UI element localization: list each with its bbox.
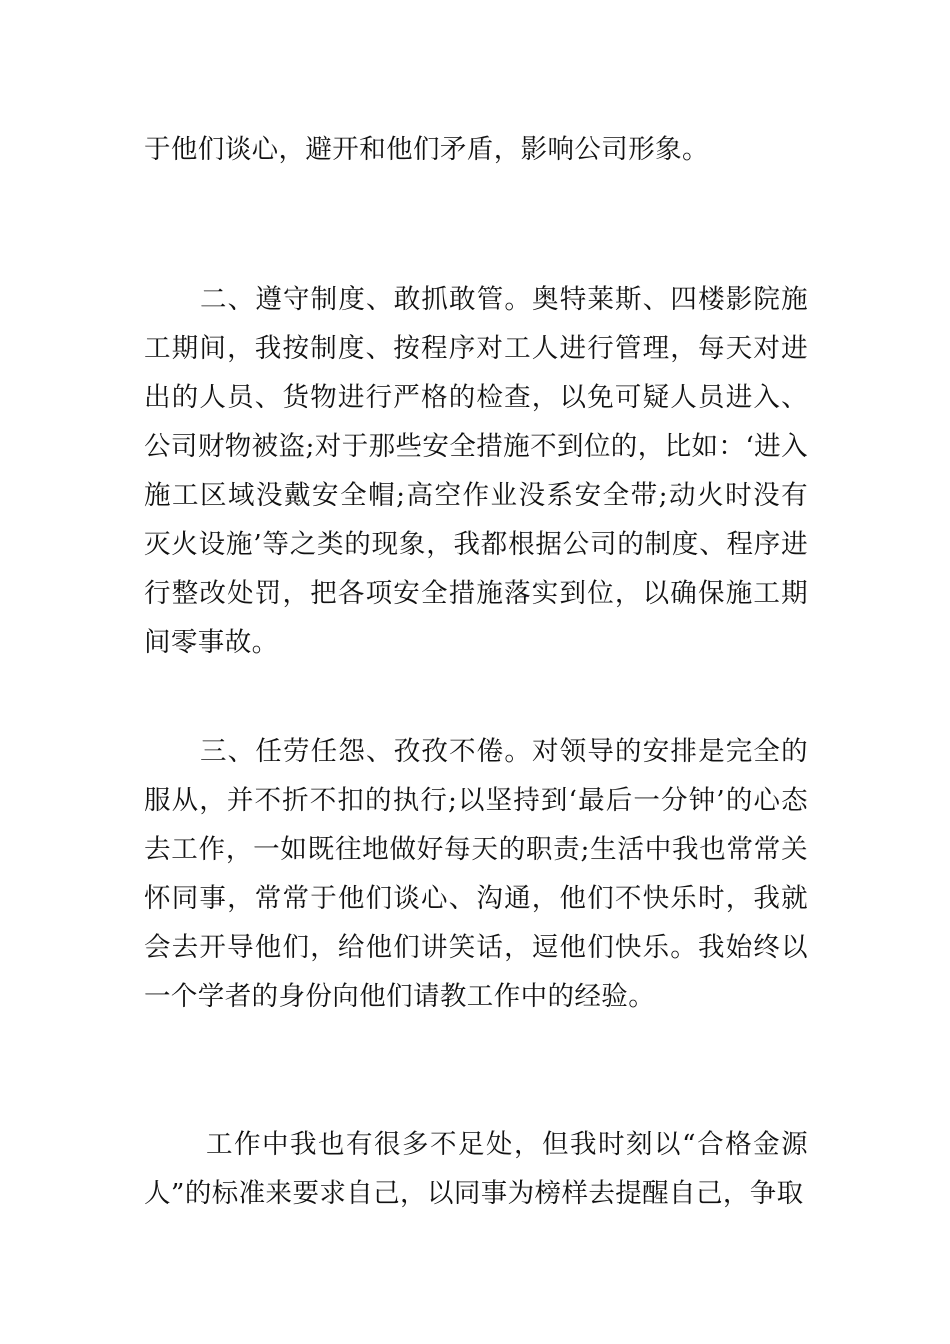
paragraph-section-two: 二、遵守制度、敢抓敢管。奥特莱斯、四楼影院施工期间，我按制度、按程序对工人进行管理，每天对进出的人员、货物进行严格的检查，以免可疑人员进入、公司财物被盗;对于那些安全措施不到位的，比如：‘进入施工区域没戴安全帽;高空作业没系安全带;动火时没有灭火设施’等之类的现象，我都根据公司的制度、程序进行整改处罚，把各项安全措施落实到位，以确保施工期间零事故。 [144, 284, 808, 658]
paragraph-conclusion: 工作中我也有很多不足处，但我时刻以“合格金源人”的标准来要求自己，以同事为榜样去提醒自己，争取 [144, 1129, 808, 1209]
paragraph-section-three: 三、任劳任怨、孜孜不倦。对领导的安排是完全的服从，并不折不扣的执行;以坚持到‘最后一分钟’的心态去工作，一如既往地做好每天的职责;生活中我也常常关怀同事，常常于他们谈心、沟通，他们不快乐时，我就会去开导他们，给他们讲笑话，逗他们快乐。我始终以一个学者的身份向他们请教工作中的经验。 [144, 736, 808, 1012]
paragraph-continuation: 于他们谈心，避开和他们矛盾，影响公司形象。 [144, 134, 709, 165]
